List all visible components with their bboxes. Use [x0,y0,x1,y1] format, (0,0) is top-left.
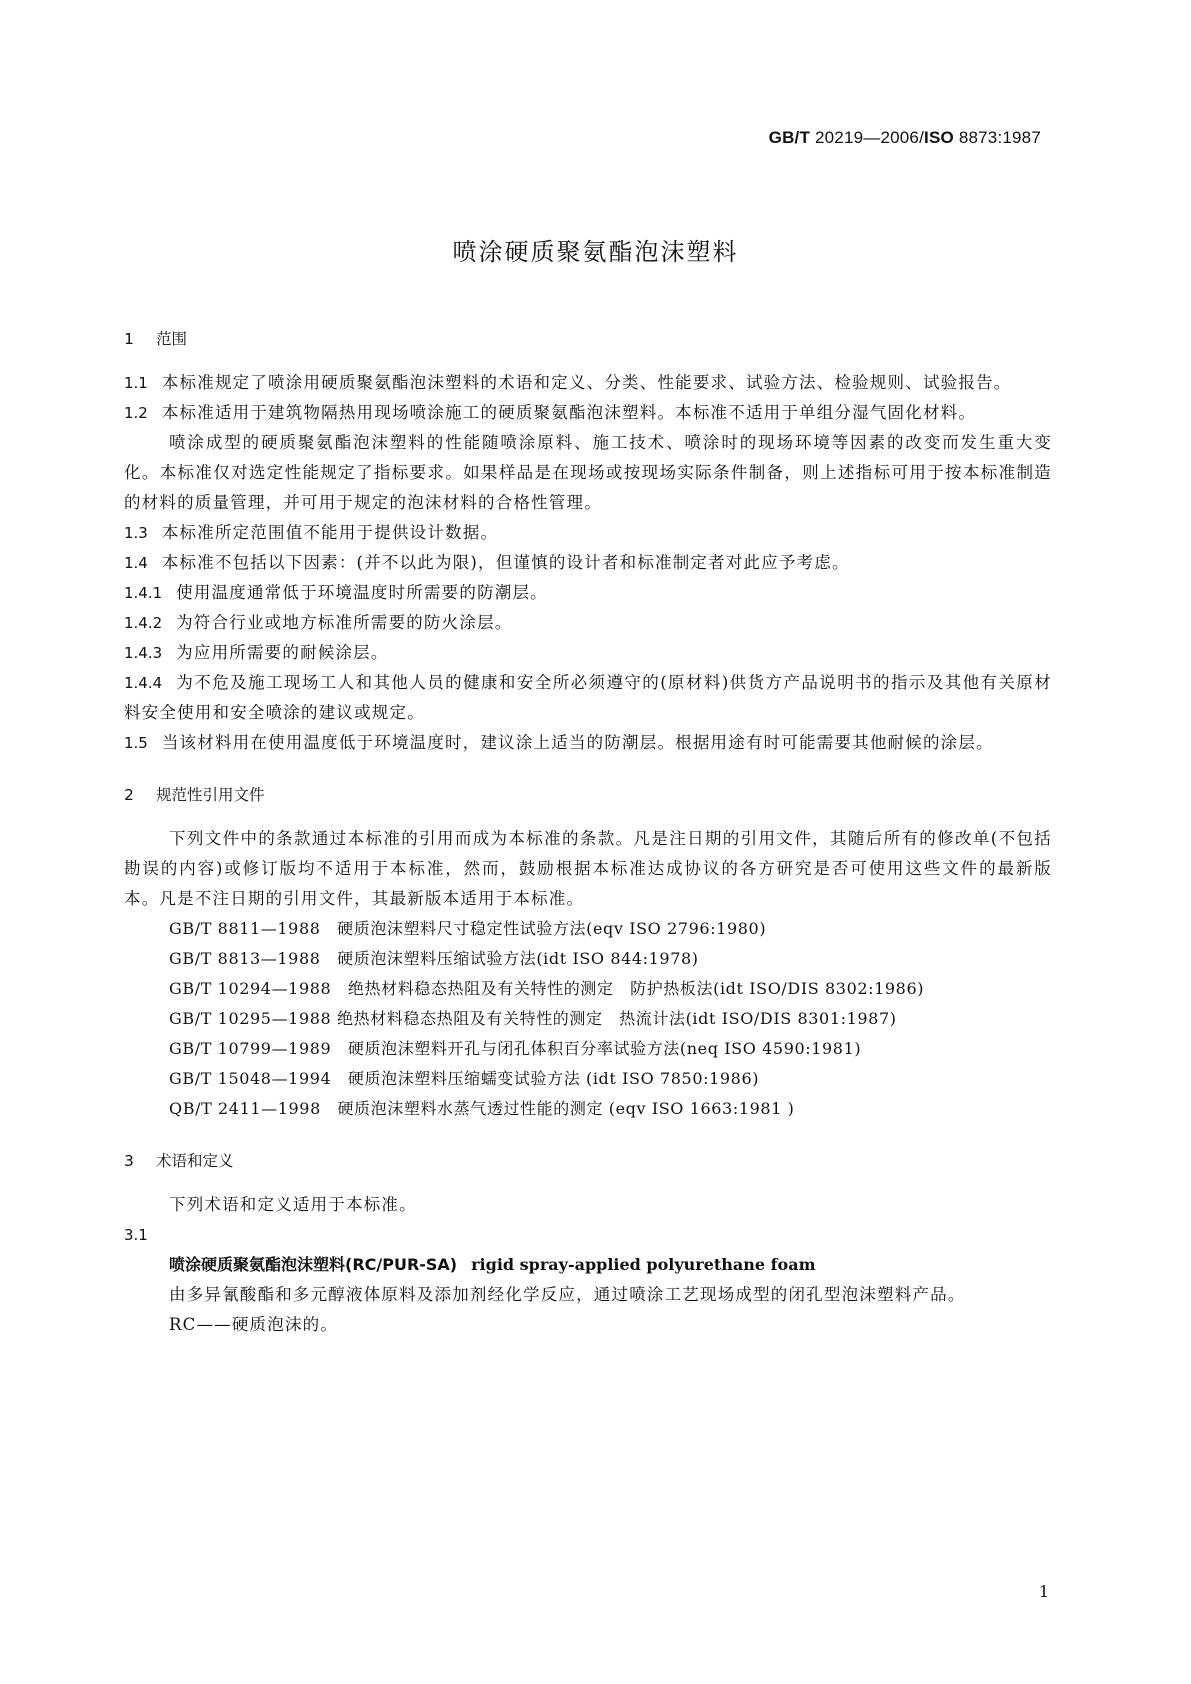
section-title: 规范性引用文件 [156,786,265,804]
section-1-heading [124,324,1052,354]
document-title: 喷涂硬质聚氨酯泡沫塑料 [452,238,739,266]
clause-number: 1.1 [124,374,148,392]
term-note: RC——硬质泡沫的。 [169,1315,339,1334]
clause-number: 1.2 [124,404,148,422]
clause-text: 为符合行业或地方标准所需要的防火涂层。 [176,613,513,632]
term-heading [124,1250,1052,1280]
section-title: 术语和定义 [156,1152,234,1170]
clause-1-4 [124,548,1052,578]
clause-text: 本标准适用于建筑物隔热用现场喷涂施工的硬质聚氨酯泡沫塑料。本标准不适用于单组分湿气固化材料。 [161,403,977,422]
standard-code-gb: GB/T [768,128,811,147]
clause-number: 1.4.3 [124,644,163,662]
clause-1-4-3 [124,638,1052,668]
section-2-intro: 下列文件中的条款通过本标准的引用而成为本标准的条款。凡是注日期的引用文件，其随后所有的修改单(不包括勘误的内容)或修订版均不适用于本标准，然而，鼓励根据本标准达成协议的各方研究是否可使用这些文件的最新版本。凡是不注日期的引用文件，其最新版本适用于本标准。 [124,829,1052,908]
reference-item: GB/T 8813—1988 硬质泡沫塑料压缩试验方法(idt ISO 844:1978) [169,949,699,968]
clause-1-2 [124,398,1052,428]
reference-item: GB/T 10295—1988 绝热材料稳态热阻及有关特性的测定 热流计法(idt ISO/DIS 8301:1987) [169,1009,897,1028]
clause-text: 本标准不包括以下因素：(并不以此为限)，但谨慎的设计者和标准制定者对此应予考虑。 [161,553,850,572]
clause-1-1 [124,368,1052,398]
reference-item: GB/T 8811—1988 硬质泡沫塑料尺寸稳定性试验方法(eqv ISO 2796:1980) [169,919,767,938]
clause-text: 为应用所需要的耐候涂层。 [176,643,389,662]
clause-number: 1.4.4 [124,674,163,692]
reference-item: GB/T 10799—1989 硬质泡沫塑料开孔与闭孔体积百分率试验方法(neq ISO 4590:1981) [169,1039,862,1058]
clause-1-3 [124,518,1052,548]
clause-text: 本标准规定了喷涂用硬质聚氨酯泡沫塑料的术语和定义、分类、性能要求、试验方法、检验规则、试验报告。 [161,373,1012,392]
reference-item: QB/T 2411—1998 硬质泡沫塑料水蒸气透过性能的测定 (eqv ISO 1663:1981 ) [169,1099,795,1118]
section-number: 2 [124,786,134,804]
standard-code [769,128,1041,148]
standard-code-iso-number: 8873:1987 [953,128,1041,147]
document-body [124,324,1052,1340]
clause-text: 当该材料用在使用温度低于环境温度时，建议涂上适当的防潮层。根据用途有时可能需要其他耐候的涂层。 [161,733,994,752]
reference-item: GB/T 10294—1988 绝热材料稳态热阻及有关特性的测定 防护热板法(idt ISO/DIS 8302:1986) [169,979,925,998]
section-2-heading [124,780,1052,810]
term-number: 3.1 [124,1226,148,1244]
clause-number: 1.4.2 [124,614,163,632]
reference-item: GB/T 15048—1994 硬质泡沫塑料压缩蠕变试验方法 (idt ISO 7850:1986) [169,1069,760,1088]
clause-number: 1.4.1 [124,584,163,602]
clause-number: 1.5 [124,734,148,752]
clause-1-4-4 [124,668,1052,728]
clause-text: 使用温度通常低于环境温度时所需要的防潮层。 [176,583,548,602]
standard-code-number: 20219—2006/ [810,128,925,147]
clause-number: 1.4 [124,554,148,572]
page-number: 1 [1038,1582,1049,1601]
clause-1-4-1 [124,578,1052,608]
term-definition: 由多异氰酸酯和多元醇液体原料及添加剂经化学反应，通过喷涂工艺现场成型的闭孔型泡沫塑料产品。 [169,1285,966,1304]
clause-text: 本标准所定范围值不能用于提供设计数据。 [161,523,499,542]
standard-code-iso: ISO [924,128,954,147]
section-3-intro: 下列术语和定义适用于本标准。 [169,1195,417,1214]
clause-1-5 [124,728,1052,758]
term-english: rigid spray-applied polyurethane foam [471,1255,816,1274]
clause-1-4-2 [124,608,1052,638]
section-title: 范围 [156,330,188,348]
section-3-heading [124,1146,1052,1176]
section-number: 1 [124,330,134,348]
clause-text: 为不危及施工现场工人和其他人员的健康和安全所必须遵守的(原材料)供货方产品说明书的指示及其他有关原材料安全使用和安全喷涂的建议或规定。 [124,673,1052,722]
section-number: 3 [124,1152,134,1170]
clause-number: 1.3 [124,524,148,542]
term-chinese: 喷涂硬质聚氨酯泡沫塑料(RC/PUR-SA) [169,1255,458,1274]
clause-1-2-continuation: 喷涂成型的硬质聚氨酯泡沫塑料的性能随喷涂原料、施工技术、喷涂时的现场环境等因素的改变而发生重大变化。本标准仅对选定性能规定了指标要求。如果样品是在现场或按现场实际条件制备，则上述指标可用于按本标准制造的材料的质量管理，并可用于规定的泡沫材料的合格性管理。 [124,433,1052,512]
